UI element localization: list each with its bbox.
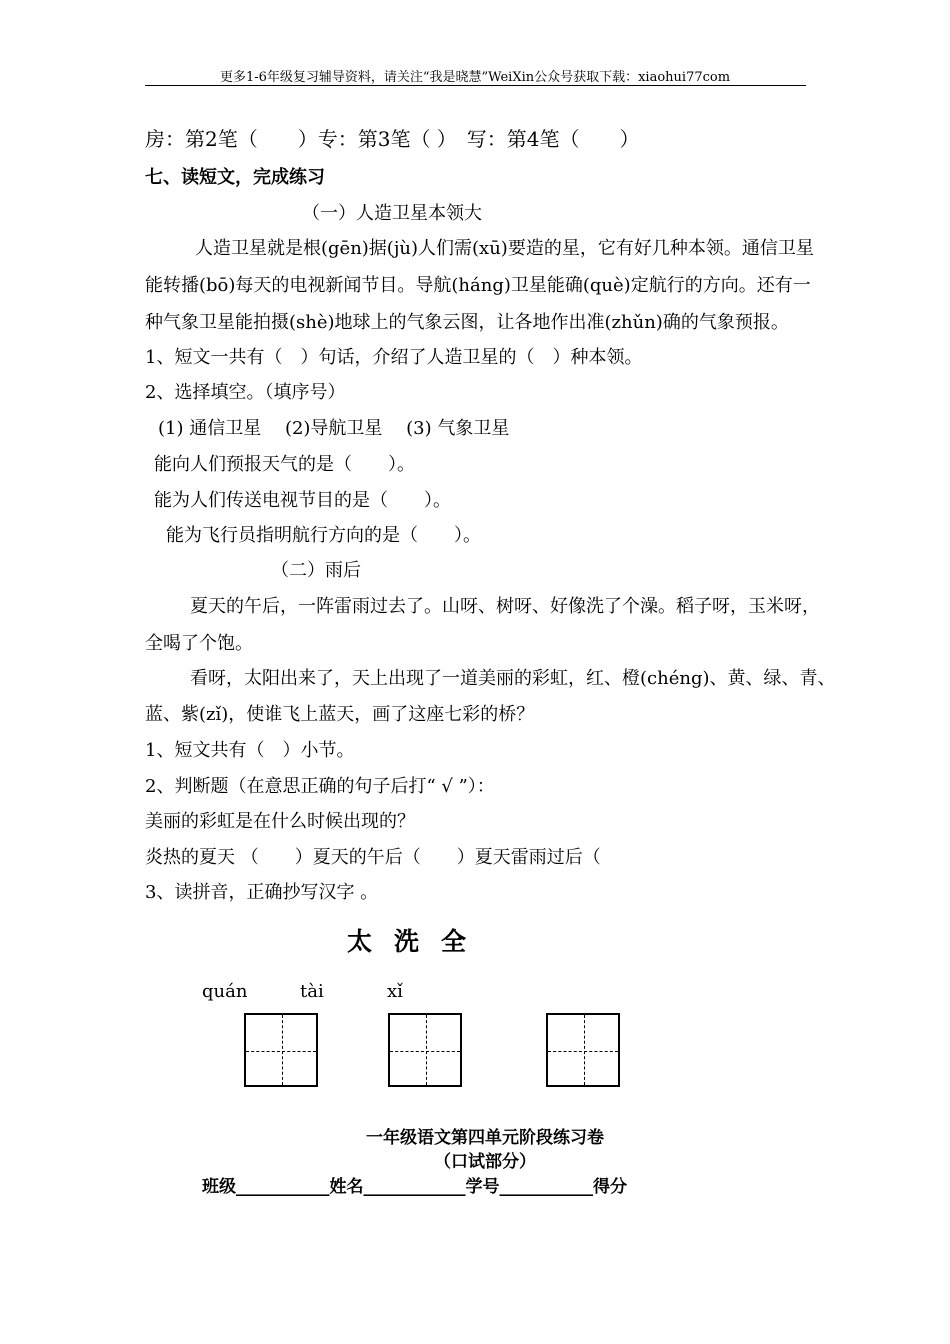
satellite-options: (1) 通信卫星 (2)导航卫星 (3) 气象卫星 <box>158 418 510 439</box>
oral-test-title: 一年级语文第四单元阶段练习卷 <box>366 1128 604 1148</box>
page-header: 更多1-6年级复习辅导资料，请关注“我是晓慧”WeiXin公众号获取下载：xiaohui77com <box>219 70 731 85</box>
fill-blank-weather: 能向人们预报天气的是（ ）。 <box>154 454 415 475</box>
question-3: 3、读拼音，正确抄写汉字 。 <box>145 882 379 903</box>
passage1-line: 能转播(bō)每天的电视新闻节目。导航(háng)卫星能确(què)定航行的方向。还有一 <box>145 275 811 296</box>
characters-to-copy: 太洗全 <box>347 927 489 956</box>
passage1-line: 人造卫星就是根(gēn)据(jù)人们需(xū)要造的星，它有好几种本领。通信卫星 <box>195 238 814 259</box>
passage1-title: （一）人造卫星本领大 <box>302 203 482 224</box>
passage2-line: 全喝了个饱。 <box>145 633 253 654</box>
fill-blank-navigation: 能为飞行员指明航行方向的是（ ）。 <box>166 525 481 546</box>
grid-guide <box>246 1051 316 1052</box>
student-info-fields: 班级___________姓名____________学号___________得分 <box>202 1177 627 1197</box>
rainbow-options: 炎热的夏天 （ ）夏天的午后（ ）夏天雷雨过后（ <box>145 847 601 868</box>
grid-guide <box>390 1051 460 1052</box>
writing-grid-box[interactable] <box>546 1013 620 1087</box>
question-2: 2、判断题（在意思正确的句子后打“ √ ”）： <box>145 776 495 797</box>
section-heading: 七、读短文，完成练习 <box>145 167 325 188</box>
question-2: 2、选择填空。（填序号） <box>145 382 346 403</box>
pinyin-label: xǐ <box>387 981 403 1002</box>
question-1: 1、短文一共有（ ）句话，介绍了人造卫星的（ ）种本领。 <box>145 347 643 368</box>
passage1-line: 种气象卫星能拍摄(shè)地球上的气象云图，让各地作出准(zhǔn)确的气象预报。 <box>145 312 789 333</box>
grid-guide <box>584 1015 585 1085</box>
question-1: 1、短文共有（ ）小节。 <box>145 740 355 761</box>
grid-guide <box>548 1051 618 1052</box>
header-divider <box>145 85 806 86</box>
pinyin-label: quán <box>202 981 248 1002</box>
pinyin-label: tài <box>300 981 324 1002</box>
rainbow-question: 美丽的彩虹是在什么时候出现的？ <box>145 811 415 832</box>
grid-guide <box>282 1015 283 1085</box>
fill-blank-tv: 能为人们传送电视节目的是（ ）。 <box>154 490 451 511</box>
oral-test-subtitle: （口试部分） <box>434 1152 536 1172</box>
passage2-title: （二）雨后 <box>271 560 361 581</box>
stroke-question: 房：第2笔（ ）专：第3笔（ ） 写：第4笔（ ） <box>145 127 640 151</box>
passage2-line: 夏天的午后，一阵雷雨过去了。山呀、树呀、好像洗了个澡。稻子呀，玉米呀， <box>190 596 820 617</box>
passage2-line: 蓝、紫(zǐ)，使谁飞上蓝天，画了这座七彩的桥？ <box>145 704 535 725</box>
writing-grid-box[interactable] <box>388 1013 462 1087</box>
grid-guide <box>426 1015 427 1085</box>
passage2-line: 看呀，太阳出来了，天上出现了一道美丽的彩虹，红、橙(chéng)、黄、绿、青、 <box>190 668 836 689</box>
writing-grid-box[interactable] <box>244 1013 318 1087</box>
